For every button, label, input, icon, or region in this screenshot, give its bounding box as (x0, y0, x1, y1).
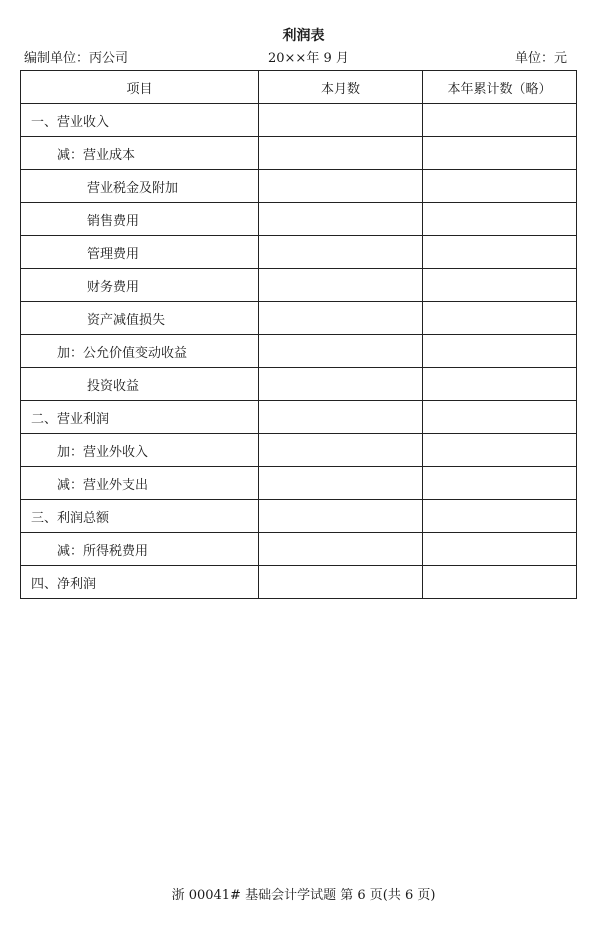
row-current-month-value (259, 203, 423, 236)
table-row (21, 401, 577, 434)
row-current-month-value (259, 566, 423, 599)
row-item-label: 减：营业成本 (21, 137, 259, 170)
row-current-month-value (259, 335, 423, 368)
row-year-to-date-value (423, 335, 577, 368)
row-year-to-date-value (423, 170, 577, 203)
row-year-to-date-value (423, 368, 577, 401)
income-statement-table (20, 70, 577, 599)
report-period: 20××年 9 月 (268, 51, 349, 66)
row-current-month-value (259, 104, 423, 137)
table-row (21, 434, 577, 467)
table-body (21, 104, 577, 599)
row-item-label: 营业税金及附加 (21, 170, 259, 203)
row-year-to-date-value (423, 467, 577, 500)
row-item-label: 三、利润总额 (21, 500, 259, 533)
row-item-label: 销售费用 (21, 203, 259, 236)
row-current-month-value (259, 137, 423, 170)
row-current-month-value (259, 434, 423, 467)
table-row (21, 302, 577, 335)
table-row (21, 368, 577, 401)
table-row (21, 170, 577, 203)
row-year-to-date-value (423, 533, 577, 566)
table-row (21, 335, 577, 368)
row-item-label: 资产减值损失 (21, 302, 259, 335)
row-year-to-date-value (423, 401, 577, 434)
row-current-month-value (259, 500, 423, 533)
table-header-row (21, 71, 577, 104)
row-item-label: 投资收益 (21, 368, 259, 401)
row-current-month-value (259, 236, 423, 269)
row-item-label: 一、营业收入 (21, 104, 259, 137)
row-item-label: 加：营业外收入 (21, 434, 259, 467)
row-year-to-date-value (423, 203, 577, 236)
row-year-to-date-value (423, 104, 577, 137)
table-row (21, 137, 577, 170)
table-row (21, 500, 577, 533)
document-title: 利润表 (282, 28, 325, 44)
row-year-to-date-value (423, 269, 577, 302)
row-item-label: 二、营业利润 (21, 401, 259, 434)
reporting-entity: 编制单位：丙公司 (24, 51, 129, 66)
row-year-to-date-value (423, 137, 577, 170)
table-row (21, 269, 577, 302)
row-year-to-date-value (423, 302, 577, 335)
row-current-month-value (259, 401, 423, 434)
row-item-label: 加：公允价值变动收益 (21, 335, 259, 368)
row-current-month-value (259, 302, 423, 335)
row-year-to-date-value (423, 236, 577, 269)
row-item-label: 四、净利润 (21, 566, 259, 599)
table-row (21, 104, 577, 137)
row-item-label: 减：所得税费用 (21, 533, 259, 566)
row-year-to-date-value (423, 500, 577, 533)
currency-unit: 单位：元 (514, 51, 567, 66)
table-row (21, 533, 577, 566)
row-current-month-value (259, 467, 423, 500)
page-footer: 浙 00041# 基础会计学试题 第 6 页(共 6 页) (171, 888, 436, 903)
table-row (21, 236, 577, 269)
table-row (21, 203, 577, 236)
row-year-to-date-value (423, 434, 577, 467)
row-current-month-value (259, 368, 423, 401)
row-current-month-value (259, 170, 423, 203)
row-item-label: 管理费用 (21, 236, 259, 269)
header-year-to-date: 本年累计数（略） (423, 71, 577, 104)
header-current-month: 本月数 (259, 71, 423, 104)
row-current-month-value (259, 269, 423, 302)
row-current-month-value (259, 533, 423, 566)
row-year-to-date-value (423, 566, 577, 599)
header-item: 项目 (21, 71, 259, 104)
row-item-label: 财务费用 (21, 269, 259, 302)
row-item-label: 减：营业外支出 (21, 467, 259, 500)
table-row (21, 566, 577, 599)
table-row (21, 467, 577, 500)
